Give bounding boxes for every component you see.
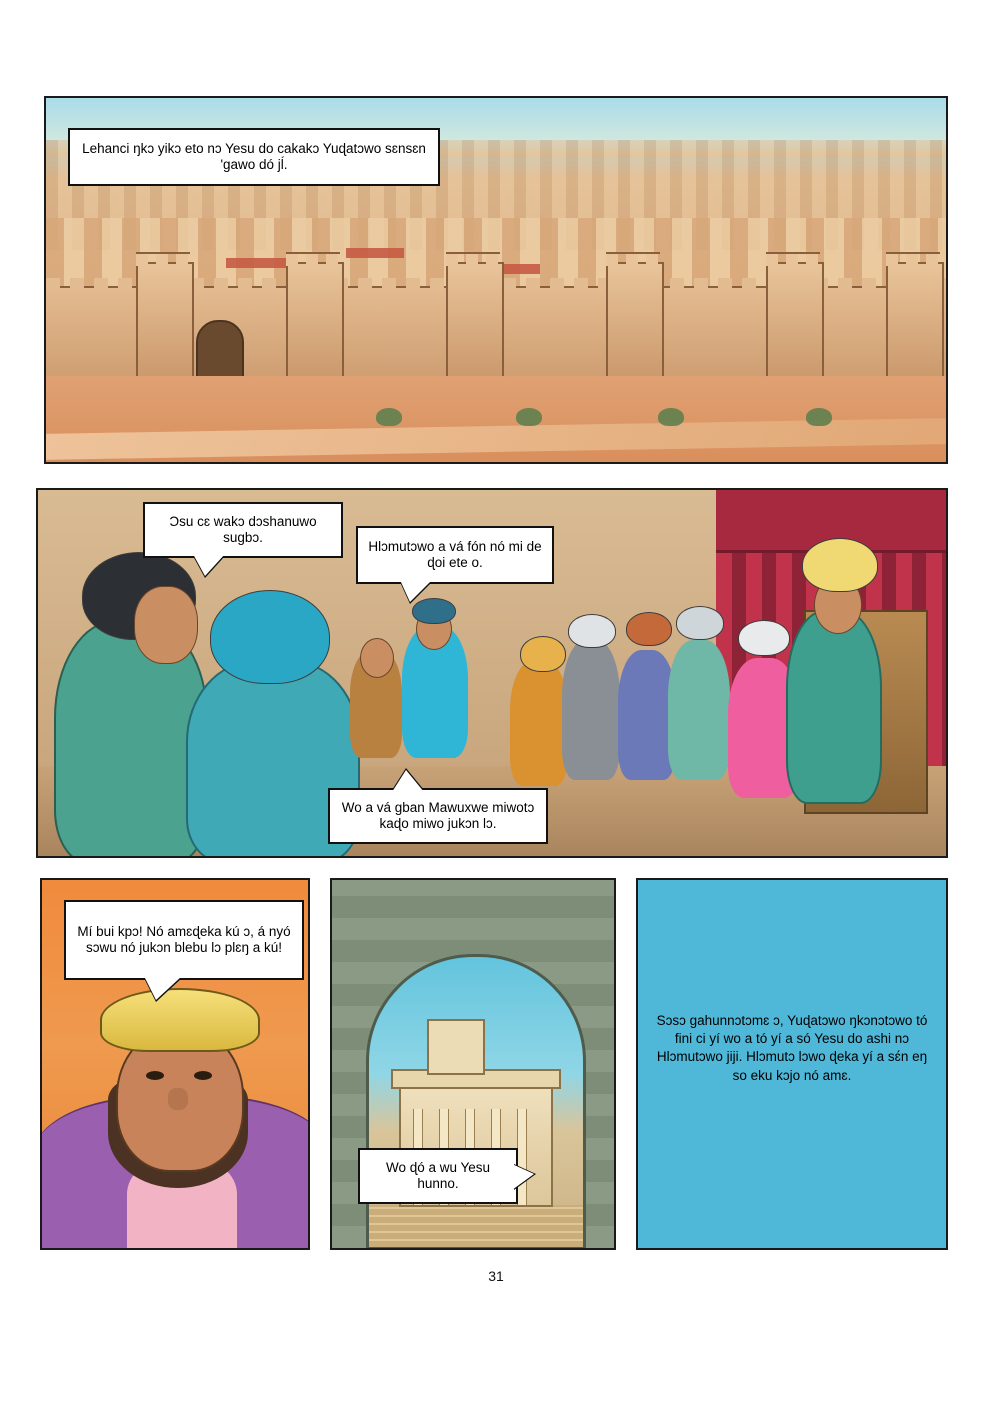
council-member [668, 640, 730, 780]
temple-steps [369, 1205, 583, 1247]
gold-turban [802, 538, 878, 592]
blue-turban [210, 590, 330, 684]
caption-text: Lehanci ŋkɔ yikɔ eto nɔ Yesu do cakakɔ Yuɖatɔwo sɛnsɛn 'gawo dó jĺ. [82, 140, 426, 172]
speech-text: Hlɔmutɔwo a vá fón nó mi de ɖoi ete o. [368, 538, 542, 570]
wall-tower [886, 262, 944, 378]
speech-balloon-council-1 [143, 502, 343, 558]
temple-arch-panel [330, 878, 616, 1250]
speech-text: Wo a vá gban Mawuxwe miwotɔ kaɖo miwo jukɔn lɔ. [341, 799, 535, 831]
bush [516, 408, 542, 426]
speech-balloon-council-3 [328, 788, 548, 844]
balloon-tail [400, 580, 432, 602]
wall-tower [136, 262, 194, 378]
right-eye [194, 1071, 212, 1080]
bush [658, 408, 684, 426]
balloon-tail [144, 976, 182, 1000]
page-number: 31 [488, 1268, 504, 1284]
left-eye [146, 1071, 164, 1080]
wall-tower [446, 262, 504, 378]
balloon-tail [512, 1164, 534, 1190]
council-member [510, 660, 568, 786]
speech-text: Ɔsu cɛ wakɔ dɔshanuwo sugbɔ. [169, 513, 317, 545]
yellow-turban [520, 636, 566, 672]
council-meeting-panel [36, 488, 948, 858]
speech-text: Wo ɖó a wu Yesu hunno. [385, 1159, 491, 1191]
white-turban [568, 614, 616, 648]
city-gate [196, 320, 244, 378]
narration-text: Sɔsɔ gahunnɔtɔmɛ ɔ, Yuɖatɔwo ŋkɔnɔtɔwo tó fini ci yí wo a tó yí a só Yesu do ashi nɔ Hlɔmutɔwo jiji. Hlɔmutɔ lɔwo ɖeka yí a sɛ́n eŋ so eku kɔjo nó amɛ. [656, 1013, 928, 1083]
red-roof [346, 248, 404, 258]
council-member-head [360, 638, 394, 678]
council-member [562, 640, 620, 780]
speech-balloon-temple [358, 1148, 518, 1204]
face-left-elder [134, 586, 198, 664]
speech-balloon-king [64, 900, 304, 980]
balloon-tail [193, 554, 225, 576]
bush [376, 408, 402, 426]
speech-text: Mí bui kpɔ! Nó amɛɖeka kú ɔ, á nyó sɔwu nó jukɔn blebu lɔ plɛŋ a kú! [77, 923, 291, 955]
arch-opening [366, 954, 586, 1250]
wall-tower [286, 262, 344, 378]
temple-column [517, 1109, 527, 1205]
speech-balloon-council-2 [356, 526, 554, 584]
wall-tower [606, 262, 664, 378]
bush [806, 408, 832, 426]
high-priest-figure [786, 610, 882, 804]
king-closeup-panel [40, 878, 310, 1250]
white-turban [738, 620, 790, 656]
caption-balloon-city [68, 128, 440, 186]
balloon-tail [392, 770, 424, 792]
white-turban [676, 606, 724, 640]
temple-tower [427, 1019, 485, 1075]
narration-panel [636, 878, 948, 1250]
city-panorama-panel [44, 96, 948, 464]
orange-turban [626, 612, 672, 646]
wall-tower [766, 262, 824, 378]
nose [168, 1088, 188, 1110]
